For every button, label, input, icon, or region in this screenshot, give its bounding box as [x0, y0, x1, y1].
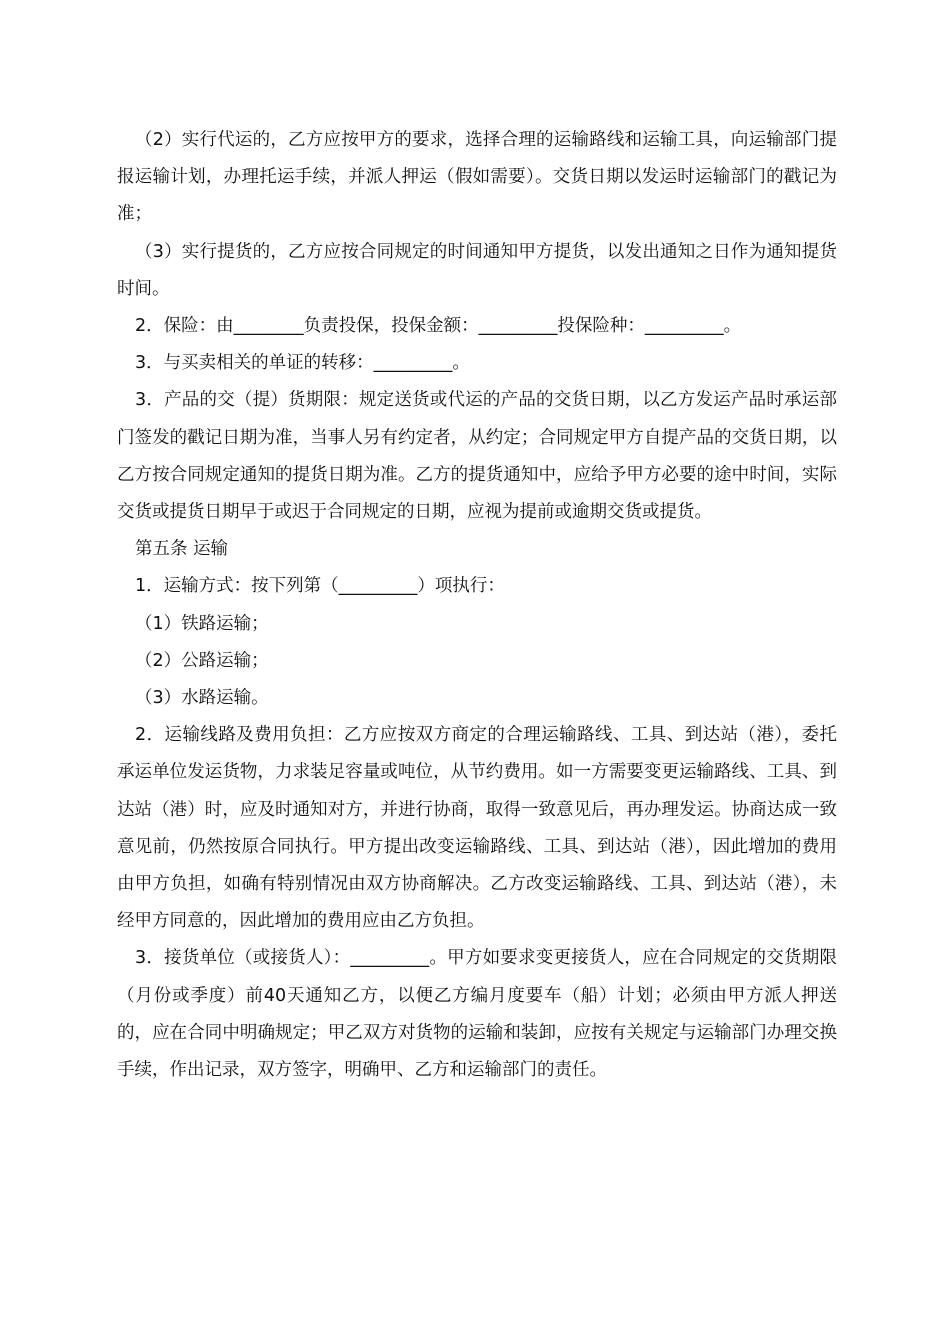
article-5-heading: 第五条 运输 — [135, 539, 229, 560]
paragraph-delivery-deadline: 3．产品的交（提）货期限：规定送货或代运的产品的交货日期，以乙方发运产品时承运部门签发的戳记日期为准，当事人另有约定者，从约定；合同规定甲方自提产品的交货日期，以乙方按合同规定通知的提货日期为准。乙方的提货通知中，应给予甲方必要的途中时间，实际交货或提货日期早于或迟于合同规定的日期，应视为提前或逾期交货或提货。 — [117, 390, 837, 523]
paragraph-pickup: （3）实行提货的，乙方应按合同规定的时间通知甲方提货，以发出通知之日作为通知提货时间。 — [117, 241, 837, 299]
paragraph-consignee: 3．接货单位（或接货人）：_________。甲方如要求变更接货人，应在合同规定的交货期限（月份或季度）前40天通知乙方，以便乙方编月度要车（船）计划；必须由甲方派人押送的，应在合同中明确规定；甲乙双方对货物的运输和装卸，应按有关规定与运输部门办理交换手续，作出记录，双方签字，明确甲、乙方和运输部门的责任。 — [117, 948, 837, 1081]
list-item-rail: （1）铁路运输； — [135, 613, 269, 634]
paragraph-transport-method: 1．运输方式：按下列第（_________）项执行： — [135, 576, 505, 597]
paragraph-delivery-by-agent: （2）实行代运的，乙方应按甲方的要求，选择合理的运输路线和运输工具，向运输部门提报运输计划，办理托运手续，并派人押运（假如需要）。交货日期以发运时运输部门的戳记为准； — [117, 130, 837, 225]
list-item-water: （3）水路运输。 — [135, 688, 269, 709]
paragraph-route-and-costs: 2．运输线路及费用负担：乙方应按双方商定的合理运输路线、工具、到达站（港），委托承运单位发运货物，力求装足容量或吨位，从节约费用。如一方需要变更运输路线、工具、到达站（港）时，应及时通知对方，并进行协商，取得一致意见后，再办理发运。协商达成一致意见前，仍然按原合同执行。甲方提出改变运输路线、工具、到达站（港），因此增加的费用由甲方负担，如确有特别情况由双方协商解决。乙方改变运输路线、工具、到达站（港），未经甲方同意的，因此增加的费用应由乙方负担。 — [117, 725, 837, 932]
paragraph-document-transfer: 3．与买卖相关的单证的转移：_________。 — [135, 353, 470, 374]
paragraph-insurance: 2．保险：由________负责投保，投保金额：_________投保险种：_________。 — [135, 316, 742, 337]
list-item-road: （2）公路运输； — [135, 650, 269, 671]
document-body — [117, 122, 837, 1089]
